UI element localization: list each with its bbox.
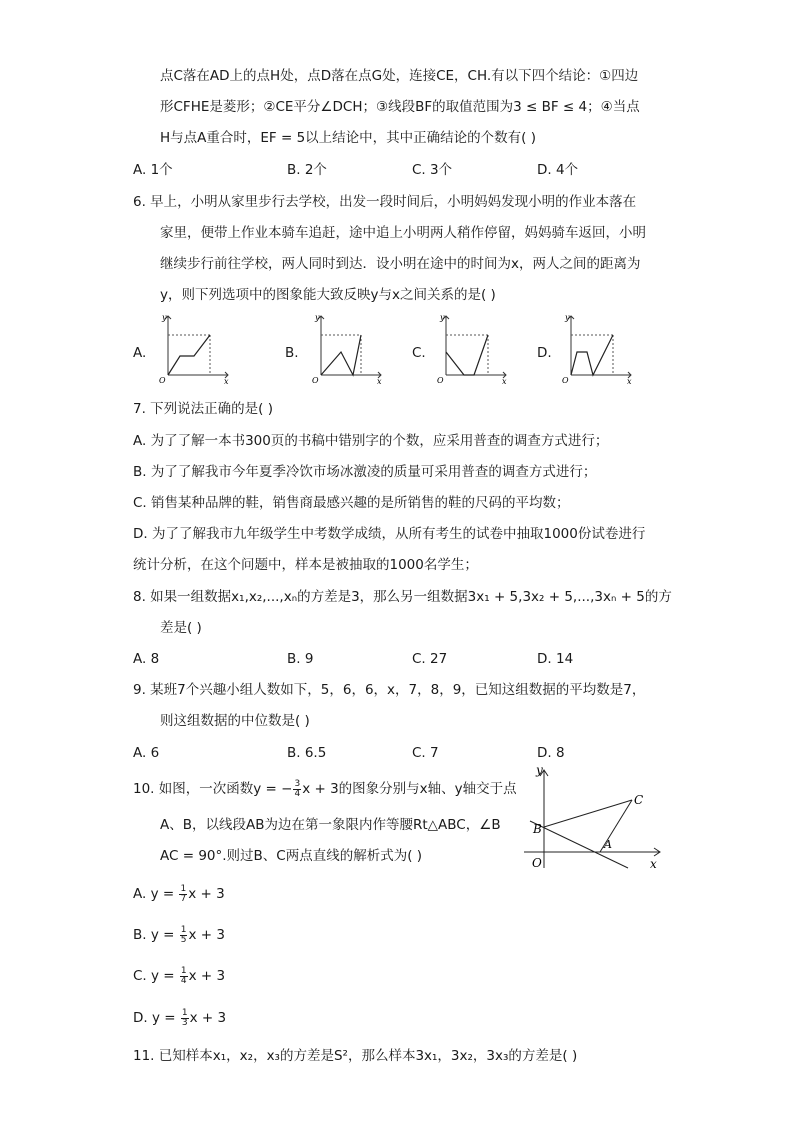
line-ab — [530, 821, 628, 868]
q6-graph-a — [152, 312, 232, 384]
q6-graph-d — [555, 312, 635, 384]
q5-option-c: C. 3个 — [412, 162, 453, 178]
q7-option-b: B. 为了了解我市今年夏季冷饮市场冰激凌的质量可采用普查的调查方式进行； — [133, 464, 597, 480]
q10-option-c-fraction: $\frac{1}{4}$ — [180, 965, 187, 986]
q9-line-1: 9. 某班7个兴趣小组人数如下，5，6，6，x，7，8，9，已知这组数据的平均数是7， — [133, 682, 646, 698]
q6-option-b-label: B. — [285, 345, 299, 361]
q10-option-b-tail: x + 3 — [188, 927, 225, 943]
q10-option-b-fraction: $\frac{1}{5}$ — [180, 924, 187, 945]
q5-line-2: 形CFHE是菱形；②CE平分∠DCH；③线段BF的取值范围为3 ≤ BF ≤ 4；④当点 — [160, 99, 640, 115]
q10-frac-den: 4 — [294, 788, 301, 799]
q5-option-d: D. 4个 — [537, 162, 579, 178]
q11-line-1: 11. 已知样本x₁，x₂，x₃的方差是S²，那么样本3x₁，3x₂，3x₃的方差是( ) — [133, 1048, 578, 1064]
q7-option-d-1: D. 为了了解我市九年级学生中考数学成绩，从所有考生的试卷中抽取1000份试卷进行 — [133, 526, 646, 542]
q9-line-2: 则这组数据的中位数是( ) — [160, 713, 310, 729]
q10-option-d-fraction: $\frac{1}{3}$ — [181, 1007, 188, 1028]
q10-option-a-label: A. y = — [133, 886, 179, 902]
q6-graph-c — [430, 312, 510, 384]
q6-option-a-label: A. — [133, 345, 147, 361]
fig-point-b: B — [533, 822, 542, 836]
q6-option-c-label: C. — [412, 345, 426, 361]
q9-option-b: B. 6.5 — [287, 745, 327, 761]
q10-line-2: A、B，以线段AB为边在第一象限内作等腰Rt△ABC，∠B — [160, 817, 501, 833]
y-label: y — [162, 313, 167, 322]
q10-option-b — [133, 925, 225, 945]
q5-option-b: B. 2个 — [287, 162, 327, 178]
fig-point-c: C — [634, 793, 644, 807]
fig-point-a: A — [604, 838, 612, 851]
q9-option-d: D. 8 — [537, 745, 565, 761]
q10-line-1-pre: 10. 如图，一次函数y = − — [133, 781, 293, 797]
q10-option-a — [133, 884, 225, 904]
q6-option-d-label: D. — [537, 345, 552, 361]
q10-option-d-tail: x + 3 — [189, 1010, 227, 1026]
svg-text:x: x — [502, 377, 507, 384]
q8-option-c: C. 27 — [412, 651, 448, 667]
q8-line-1: 8. 如果一组数据x₁,x₂,...,xₙ的方差是3，那么另一组数据3x₁ + 5,3x₂ + 5,...,3xₙ + 5的方 — [133, 589, 672, 605]
q8-line-2: 差是( ) — [160, 620, 202, 636]
q10-option-c-label: C. y = — [133, 968, 179, 984]
svg-text:x: x — [627, 377, 632, 384]
x-label: x — [224, 377, 229, 384]
q10-option-c-tail: x + 3 — [188, 968, 226, 984]
segment-bc — [544, 800, 632, 827]
q6-line-2: 家里，便带上作业本骑车追赶，途中追上小明两人稍作停留，妈妈骑车返回，小明 — [160, 225, 646, 241]
svg-text:O: O — [437, 376, 444, 384]
q10-option-c — [133, 966, 225, 986]
q8-option-b: B. 9 — [287, 651, 314, 667]
origin-label: O — [159, 376, 166, 384]
q10-option-a-fraction: $\frac{1}{7}$ — [180, 883, 187, 904]
svg-text:O: O — [562, 376, 569, 384]
q10-line-3: AC = 90°.则过B、C两点直线的解析式为( ) — [160, 848, 423, 864]
q10-fraction — [293, 780, 301, 799]
q6-line-1: 6. 早上，小明从家里步行去学校，出发一段时间后，小明妈妈发现小明的作业本落在 — [133, 194, 637, 210]
q8-option-a: A. 8 — [133, 651, 160, 667]
q10-option-d — [133, 1008, 226, 1028]
q7-option-d-2: 统计分析，在这个问题中，样本是被抽取的1000名学生； — [133, 557, 478, 573]
graph-curve — [571, 335, 613, 375]
q9-option-c: C. 7 — [412, 745, 439, 761]
svg-text:y: y — [565, 313, 570, 322]
q10-option-a-tail: x + 3 — [188, 886, 225, 902]
graph-curve — [446, 335, 488, 375]
graph-curve — [321, 335, 361, 375]
q6-line-4: y，则下列选项中的图象能大致反映y与x之间关系的是( ) — [160, 287, 496, 303]
svg-text:x: x — [377, 377, 382, 384]
q7-line-1: 7. 下列说法正确的是( ) — [133, 401, 273, 417]
q10-line-1-post: x + 3的图象分别与x轴、y轴交于点 — [302, 781, 517, 797]
q7-option-a: A. 为了了解一本书300页的书稿中错别字的个数，应采用普查的调查方式进行； — [133, 433, 609, 449]
graph-curve — [168, 335, 210, 375]
svg-text:y: y — [440, 313, 445, 322]
q10-option-b-label: B. y = — [133, 927, 179, 943]
q5-line-3: H与点A重合时，EF = 5以上结论中，其中正确结论的个数有( ) — [160, 130, 536, 146]
q9-option-a: A. 6 — [133, 745, 160, 761]
fig-origin-label: O — [532, 856, 542, 870]
q6-graph-b — [305, 312, 385, 384]
svg-text:y: y — [315, 313, 320, 322]
q6-line-3: 继续步行前往学校，两人同时到达．设小明在途中的时间为x，两人之间的距离为 — [160, 256, 641, 272]
q7-option-c: C. 销售某种品牌的鞋，销售商最感兴趣的是所销售的鞋的尺码的平均数； — [133, 495, 570, 511]
q10-option-d-label: D. y = — [133, 1010, 180, 1026]
svg-text:O: O — [312, 376, 319, 384]
q5-line-1: 点C落在AD上的点H处，点D落在点G处，连接CE，CH.有以下四个结论：①四边 — [160, 68, 639, 84]
q10-figure — [520, 764, 665, 874]
fig-y-label: y — [536, 764, 543, 777]
q8-option-d: D. 14 — [537, 651, 574, 667]
q5-option-a: A. 1个 — [133, 162, 173, 178]
fig-x-label: x — [650, 857, 657, 871]
q10-frac-num: 3 — [294, 778, 301, 789]
q10-line-1 — [133, 779, 517, 799]
